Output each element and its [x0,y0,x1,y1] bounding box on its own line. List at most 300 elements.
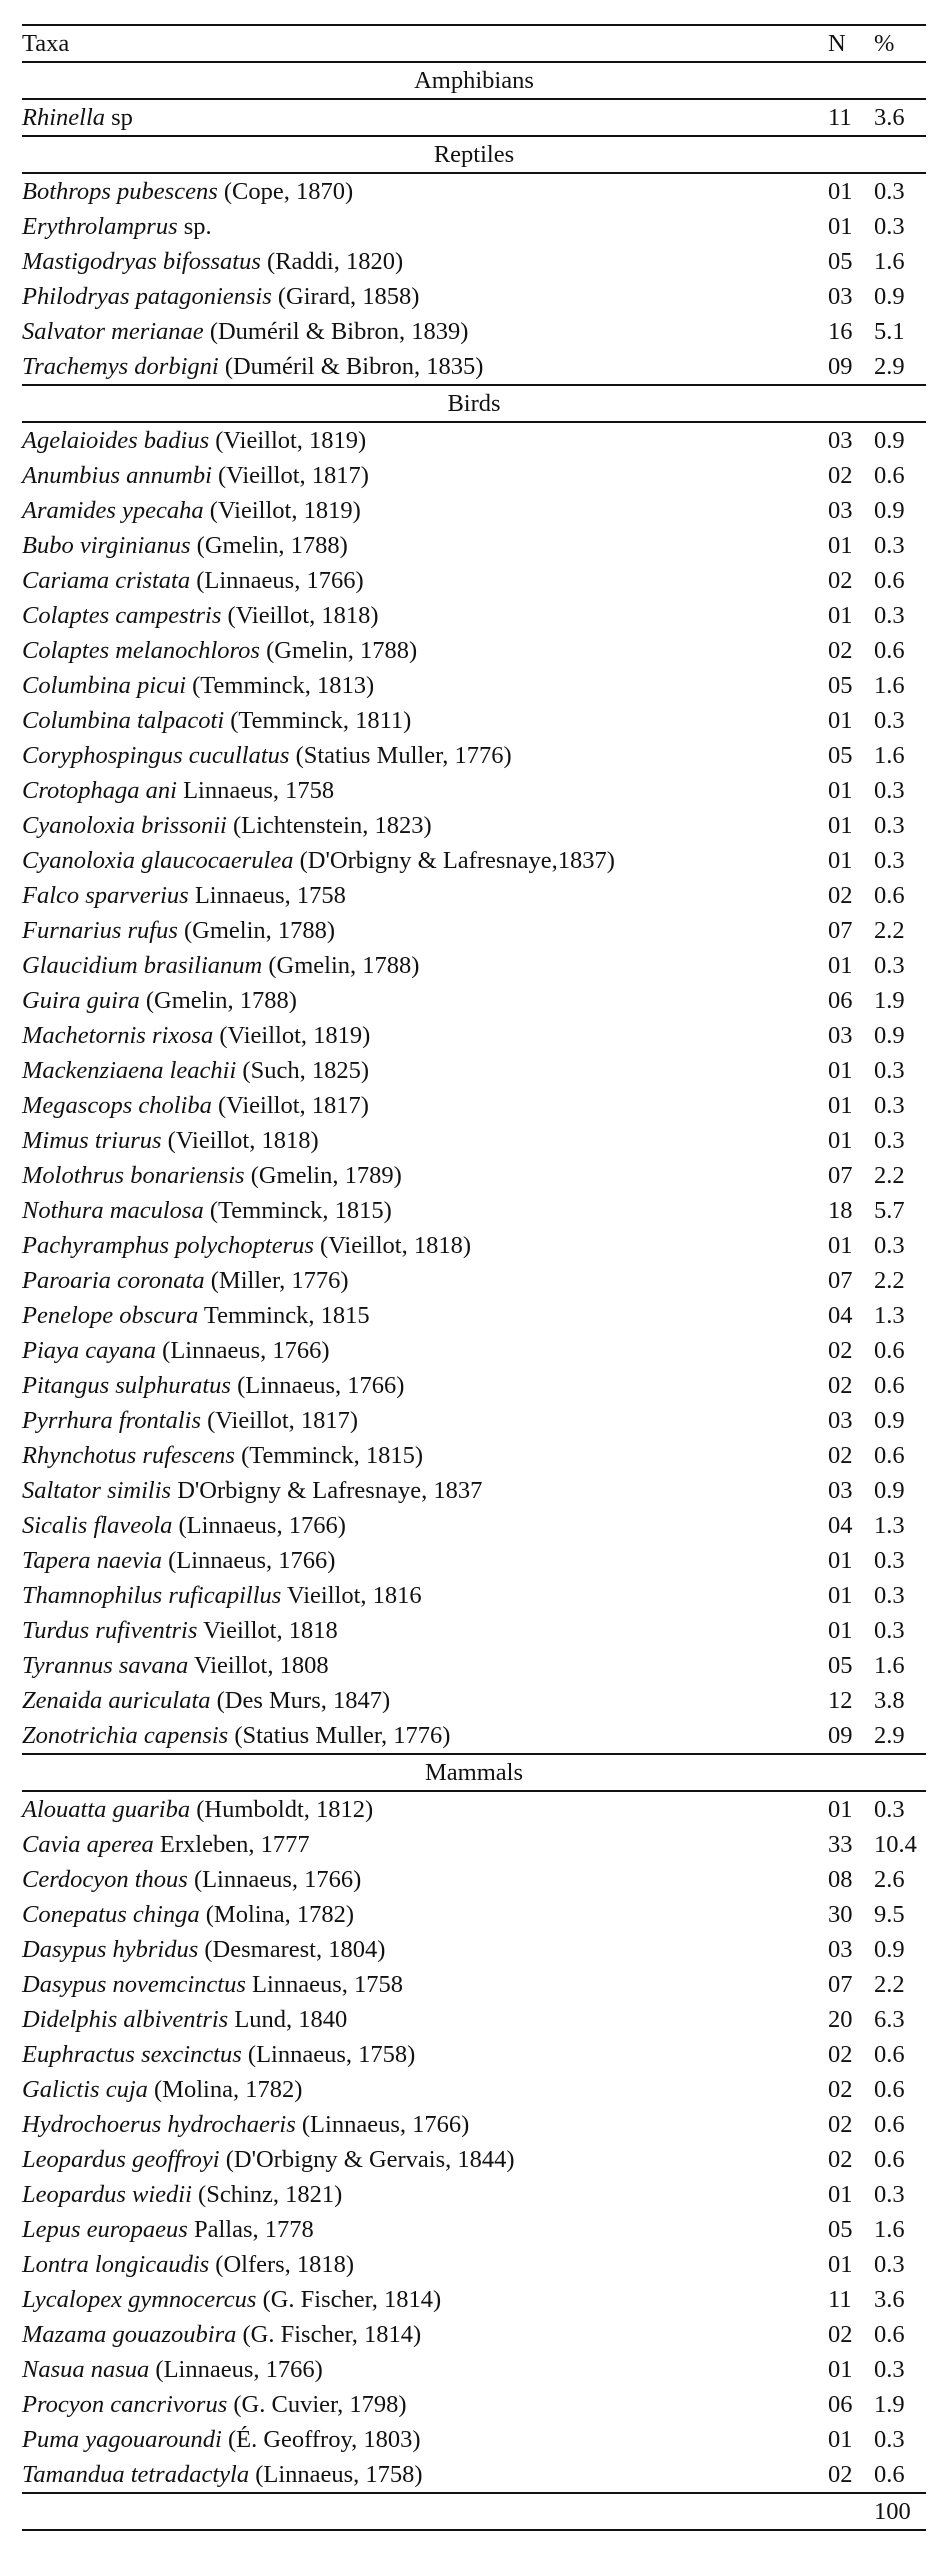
species-name: Agelaioides badius [22,427,210,454]
taxa-table [22,24,926,2531]
count-cell: 01 [828,2181,853,2208]
taxon-cell [22,2422,816,2457]
percent-cell: 9.5 [874,1901,905,1928]
table-row [22,598,926,633]
taxon-cell [22,1368,816,1403]
table-row [22,2247,926,2282]
taxon-cell [22,1613,816,1648]
species-name: Philodryas patagoniensis [22,283,272,310]
percent-cell: 0.3 [874,1796,905,1823]
table-row [22,2282,926,2317]
taxon-cell [22,598,816,633]
species-name: Leopardus wiedii [22,2181,192,2208]
percent-cell: 0.6 [874,2321,905,2348]
species-authority: (Gmelin, 1788) [268,952,420,979]
percent-cell: 0.3 [874,1057,905,1084]
count-cell: 02 [828,567,853,594]
count-cell: 01 [828,532,853,559]
count-cell: 05 [828,1652,853,1679]
taxon-cell [22,1648,816,1683]
taxon-cell [22,1403,816,1438]
percent-cell: 0.6 [874,2146,905,2173]
table-row [22,1613,926,1648]
percent-cell: 0.6 [874,567,905,594]
species-name: Sicalis flaveola [22,1512,173,1539]
percent-cell: 0.3 [874,2426,905,2453]
taxon-cell [22,2107,816,2142]
count-cell: 01 [828,178,853,205]
species-name: Didelphis albiventris [22,2006,229,2033]
species-name: Falco sparverius [22,882,189,909]
count-cell: 11 [828,104,852,131]
taxon-cell [22,1228,816,1263]
table-row [22,1897,926,1932]
table-row [22,703,926,738]
taxon-cell [22,1298,816,1333]
table-row [22,2002,926,2037]
taxon-cell [22,1827,816,1862]
species-authority: (Linnaeus, 1766) [155,2356,323,2383]
species-name: Columbina talpacoti [22,707,225,734]
species-name: Nothura maculosa [22,1197,204,1224]
percent-cell: 2.2 [874,1971,905,1998]
species-authority: (Schinz, 1821) [198,2181,343,2208]
species-authority: Lund, 1840 [234,2006,348,2033]
species-authority: (Temminck, 1815) [209,1197,392,1224]
percent-cell: 0.3 [874,777,905,804]
species-authority: (Gmelin, 1788) [196,532,348,559]
group-header-row [22,1754,926,1791]
group-title: Mammals [22,1754,926,1791]
count-cell: 05 [828,2216,853,2243]
species-authority: (D'Orbigny & Lafresnaye,1837) [299,847,615,874]
percent-cell: 1.9 [874,987,905,1014]
species-authority: (Vieillot, 1818) [167,1127,319,1154]
percent-cell: 0.3 [874,2251,905,2278]
species-name: Furnarius rufus [22,917,178,944]
species-authority: (Gmelin, 1788) [145,987,297,1014]
table-row [22,2317,926,2352]
table-row [22,983,926,1018]
table-row [22,773,926,808]
species-name: Columbina picui [22,672,187,699]
count-cell: 01 [828,602,853,629]
percent-cell: 1.6 [874,2216,905,2243]
percent-cell: 3.6 [874,2286,905,2313]
species-authority: (Linnaeus, 1766) [168,1547,336,1574]
taxon-cell [22,314,816,349]
species-name: Salvator merianae [22,318,204,345]
table-row [22,2107,926,2142]
taxon-cell [22,738,816,773]
count-cell: 03 [828,427,853,454]
table-row [22,314,926,349]
percent-cell: 0.3 [874,532,905,559]
group-header-row [22,62,926,99]
taxon-cell [22,279,816,314]
table-row [22,1228,926,1263]
species-name: Mackenziaena leachii [22,1057,237,1084]
percent-cell: 0.3 [874,812,905,839]
species-name: Aramides ypecaha [22,497,204,524]
taxon-cell [22,1967,816,2002]
species-authority: (Vieillot, 1817) [218,462,369,489]
percent-cell: 2.6 [874,1866,905,1893]
species-authority: (Olfers, 1818) [215,2251,355,2278]
count-cell: 07 [828,917,853,944]
species-name: Coryphospingus cucullatus [22,742,290,769]
table-row [22,1718,926,1754]
percent-cell: 2.9 [874,1722,905,1749]
taxon-cell [22,2072,816,2107]
table-row [22,1827,926,1862]
count-cell: 01 [828,812,853,839]
taxon-cell [22,244,816,279]
taxon-cell [22,458,816,493]
taxon-cell [22,1897,816,1932]
species-authority: (G. Fischer, 1814) [242,2321,422,2348]
count-cell: 01 [828,2356,853,2383]
taxon-cell [22,1263,816,1298]
count-cell: 01 [828,707,853,734]
species-authority: (Vieillot, 1819) [219,1022,371,1049]
percent-cell: 0.3 [874,1617,905,1644]
table-row [22,913,926,948]
total-percent-cell: 100 [866,2493,926,2530]
species-authority: (Gmelin, 1788) [184,917,336,944]
species-authority: Linnaeus, 1758 [183,777,335,804]
species-name: Nasua nasua [22,2356,150,2383]
taxon-cell [22,2002,816,2037]
percent-cell: 0.3 [874,602,905,629]
species-name: Pachyramphus polychopterus [22,1232,314,1259]
table-row [22,843,926,878]
count-cell: 01 [828,847,853,874]
taxon-cell [22,99,816,136]
species-name: Cavia aperea [22,1831,154,1858]
table-row [22,563,926,598]
species-authority: sp [111,104,133,131]
species-authority: D'Orbigny & Lafresnaye, 1837 [177,1477,483,1504]
total-row [22,2493,926,2530]
percent-cell: 0.3 [874,1582,905,1609]
taxon-cell [22,1018,816,1053]
table-row [22,2212,926,2247]
table-row [22,948,926,983]
percent-cell: 0.3 [874,2181,905,2208]
species-authority: (Gmelin, 1789) [250,1162,402,1189]
species-name: Megascops choliba [22,1092,212,1119]
percent-cell: 0.9 [874,1022,905,1049]
percent-cell: 0.3 [874,847,905,874]
taxon-cell [22,878,816,913]
table-row [22,2387,926,2422]
table-row [22,1333,926,1368]
header-percent: % [866,25,926,62]
percent-cell: 0.3 [874,707,905,734]
count-cell: 05 [828,248,853,275]
count-cell: 20 [828,2006,853,2033]
percent-cell: 0.3 [874,1232,905,1259]
percent-cell: 0.6 [874,882,905,909]
count-cell: 08 [828,1866,853,1893]
species-name: Penelope obscura [22,1302,199,1329]
table-row [22,2142,926,2177]
taxon-cell [22,1862,816,1897]
taxon-cell [22,2212,816,2247]
table-row [22,2072,926,2107]
percent-cell: 5.1 [874,318,905,345]
species-authority: (Linnaeus, 1766) [237,1372,405,1399]
taxon-cell [22,1683,816,1718]
species-authority: Linnaeus, 1758 [251,1971,404,1998]
table-row [22,173,926,209]
percent-cell: 3.8 [874,1687,905,1714]
species-name: Rhinella [22,104,106,131]
taxon-cell [22,1438,816,1473]
species-authority: (Lichtenstein, 1823) [232,812,432,839]
table-row [22,279,926,314]
taxon-cell [22,1578,816,1613]
species-authority: (Miller, 1776) [210,1267,349,1294]
species-authority: sp. [183,213,212,240]
taxon-cell [22,349,816,385]
count-cell: 01 [828,1092,853,1119]
species-authority: Linnaeus, 1758 [194,882,346,909]
percent-cell: 0.6 [874,2461,905,2488]
group-title: Amphibians [22,62,926,99]
table-row [22,1578,926,1613]
taxon-cell [22,1088,816,1123]
species-authority: (G. Cuvier, 1798) [233,2391,407,2418]
percent-cell: 2.2 [874,917,905,944]
species-name: Machetornis rixosa [22,1022,214,1049]
count-cell: 04 [828,1512,853,1539]
species-authority: (Des Murs, 1847) [216,1687,391,1714]
species-authority: (Linnaeus, 1766) [193,1866,362,1893]
count-cell: 01 [828,1547,853,1574]
percent-cell: 0.6 [874,2111,905,2138]
taxon-cell [22,808,816,843]
group-header-row [22,136,926,173]
species-authority: (Humboldt, 1812) [196,1796,374,1823]
species-name: Zonotrichia capensis [22,1722,229,1749]
taxon-cell [22,1333,816,1368]
species-authority: (Linnaeus, 1766) [301,2111,470,2138]
table-row [22,2457,926,2493]
percent-cell: 0.6 [874,462,905,489]
count-cell: 01 [828,952,853,979]
percent-cell: 0.9 [874,283,905,310]
species-name: Cerdocyon thous [22,1866,188,1893]
table-row [22,1438,926,1473]
species-authority: (Girard, 1858) [277,283,420,310]
species-name: Mimus triurus [22,1127,162,1154]
table-row [22,209,926,244]
count-cell: 16 [828,318,853,345]
count-cell: 02 [828,882,853,909]
species-name: Euphractus sexcinctus [22,2041,242,2068]
count-cell: 11 [828,2286,852,2313]
count-cell: 02 [828,2041,853,2068]
percent-cell: 10.4 [874,1831,917,1858]
table-row [22,1123,926,1158]
count-cell: 02 [828,1372,853,1399]
count-cell: 04 [828,1302,853,1329]
species-authority: (É. Geoffroy, 1803) [227,2426,421,2453]
percent-cell: 1.6 [874,742,905,769]
count-cell: 01 [828,1796,853,1823]
species-name: Cyanoloxia glaucocaerulea [22,847,294,874]
taxon-cell [22,668,816,703]
species-authority: (Vieillot, 1817) [207,1407,359,1434]
taxon-cell [22,1932,816,1967]
percent-cell: 5.7 [874,1197,905,1224]
species-authority: (Gmelin, 1788) [266,637,418,664]
table-row [22,1053,926,1088]
table-row [22,493,926,528]
species-authority: Temminck, 1815 [203,1302,370,1329]
species-authority: (Duméril & Bibron, 1839) [209,318,469,345]
species-authority: (Linnaeus, 1758) [255,2461,423,2488]
table-row [22,99,926,136]
table-row [22,1298,926,1333]
count-cell: 09 [828,1722,853,1749]
percent-cell: 1.9 [874,2391,905,2418]
taxon-cell [22,1543,816,1578]
table-row [22,1088,926,1123]
species-authority: (Vieillot, 1817) [217,1092,369,1119]
taxa-table-container [22,24,926,2531]
table-row [22,878,926,913]
table-row [22,1473,926,1508]
percent-cell: 6.3 [874,2006,905,2033]
table-row [22,1543,926,1578]
species-name: Turdus rufiventris [22,1617,198,1644]
species-authority: (Statius Muller, 1776) [295,742,512,769]
table-row [22,349,926,385]
taxon-cell [22,528,816,563]
table-row [22,1862,926,1897]
table-row [22,808,926,843]
percent-cell: 0.9 [874,1477,905,1504]
taxon-cell [22,2177,816,2212]
count-cell: 01 [828,777,853,804]
percent-cell: 0.6 [874,2076,905,2103]
percent-cell: 0.9 [874,497,905,524]
species-authority: (Molina, 1782) [154,2076,303,2103]
species-name: Bothrops pubescens [22,178,218,205]
species-name: Leopardus geoffroyi [22,2146,220,2173]
count-cell: 07 [828,1971,853,1998]
species-name: Tamandua tetradactyla [22,2461,250,2488]
species-authority: (Statius Muller, 1776) [234,1722,451,1749]
table-row [22,458,926,493]
species-authority: Pallas, 1778 [193,2216,314,2243]
species-authority: (Vieillot, 1818) [227,602,379,629]
percent-cell: 0.3 [874,213,905,240]
table-row [22,1508,926,1543]
count-cell: 01 [828,1617,853,1644]
count-cell: 06 [828,2391,853,2418]
table-body [22,62,926,2530]
count-cell: 01 [828,1127,853,1154]
taxon-cell [22,773,816,808]
taxon-cell [22,948,816,983]
count-cell: 02 [828,462,853,489]
count-cell: 03 [828,1022,853,1049]
species-name: Molothrus bonariensis [22,1162,245,1189]
species-authority: Vieillot, 1808 [193,1652,329,1679]
count-cell: 05 [828,742,853,769]
table-row [22,1263,926,1298]
count-cell: 07 [828,1267,853,1294]
species-authority: (Vieillot, 1819) [209,497,361,524]
table-row [22,1018,926,1053]
table-row [22,1368,926,1403]
percent-cell: 0.3 [874,178,905,205]
taxon-cell [22,422,816,458]
table-row [22,1648,926,1683]
taxon-cell [22,1791,816,1827]
species-authority: (Linnaeus, 1766) [178,1512,346,1539]
species-name: Tapera naevia [22,1547,162,1574]
taxon-cell [22,1123,816,1158]
percent-cell: 1.6 [874,248,905,275]
percent-cell: 0.3 [874,952,905,979]
header-taxa: Taxa [22,25,816,62]
taxon-cell [22,173,816,209]
species-authority: (Vieillot, 1819) [215,427,367,454]
species-name: Paroaria coronata [22,1267,205,1294]
percent-cell: 0.3 [874,1127,905,1154]
species-name: Conepatus chinga [22,1901,200,1928]
count-cell: 12 [828,1687,853,1714]
species-authority: (Vieillot, 1818) [320,1232,471,1259]
count-cell: 03 [828,497,853,524]
count-cell: 02 [828,2321,853,2348]
table-row [22,2037,926,2072]
species-name: Cariama cristata [22,567,191,594]
species-authority: (Duméril & Bibron, 1835) [224,353,484,380]
species-authority: Erxleben, 1777 [159,1831,310,1858]
species-name: Erythrolamprus [22,213,178,240]
percent-cell: 1.6 [874,672,905,699]
table-row [22,1193,926,1228]
species-authority: (Cope, 1870) [223,178,354,205]
table-row [22,633,926,668]
count-cell: 30 [828,1901,853,1928]
species-name: Pitangus sulphuratus [22,1372,231,1399]
count-cell: 33 [828,1831,853,1858]
table-row [22,668,926,703]
table-row [22,1158,926,1193]
percent-cell: 0.6 [874,637,905,664]
taxon-cell [22,2142,816,2177]
percent-cell: 0.6 [874,1337,905,1364]
taxon-cell [22,1473,816,1508]
species-name: Procyon cancrivorus [22,2391,228,2418]
taxon-cell [22,2457,816,2493]
species-authority: (D'Orbigny & Gervais, 1844) [225,2146,515,2173]
species-name: Galictis cuja [22,2076,148,2103]
species-name: Tyrannus savana [22,1652,189,1679]
species-authority: (Temminck, 1811) [230,707,412,734]
group-title: Reptiles [22,136,926,173]
taxon-cell [22,843,816,878]
taxon-cell [22,633,816,668]
percent-cell: 0.3 [874,1547,905,1574]
